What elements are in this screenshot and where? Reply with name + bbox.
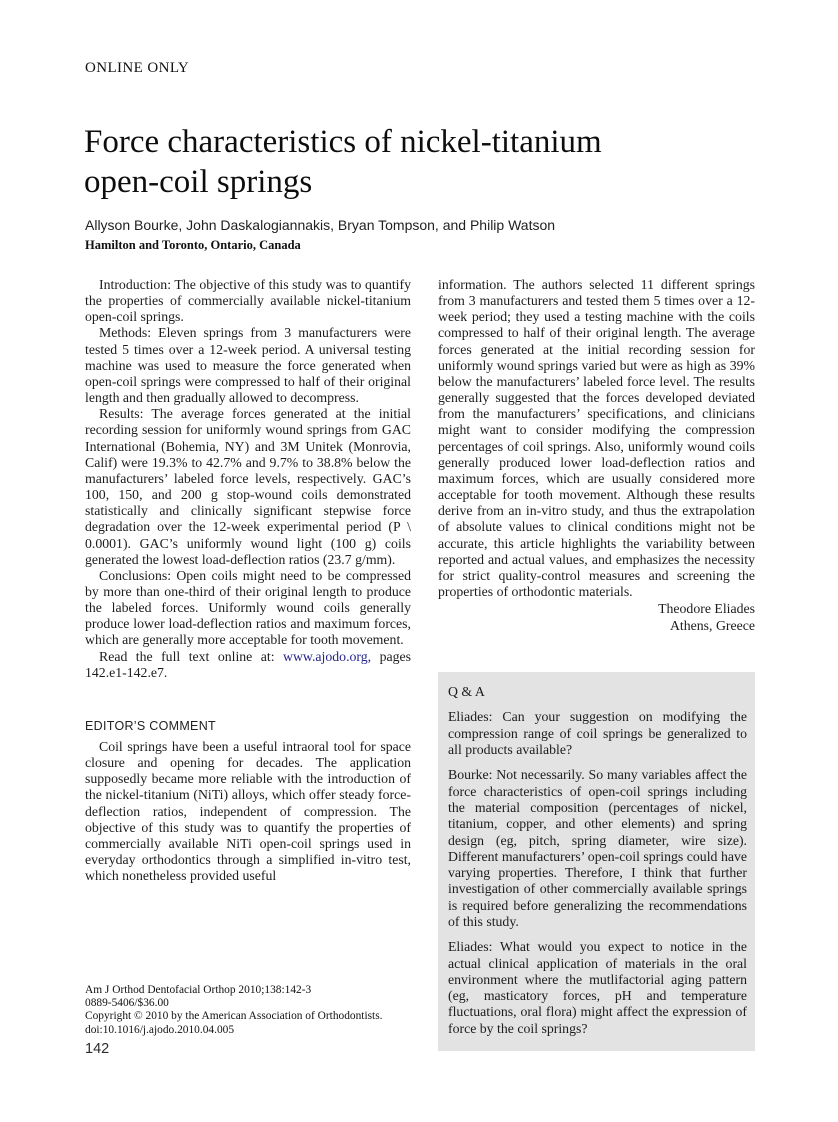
article-title-line-1: Force characteristics of nickel-titanium <box>84 124 602 160</box>
abstract-conclusions: Conclusions: Open coils might need to be compressed by more than one-third of their original length to produce the labeled forces. Uniformly wound coils generally produce lower load-deflection ratios and maximum forces, which are generally more acceptable for tooth movement. <box>85 567 411 648</box>
left-column <box>85 277 411 884</box>
signature-place: Athens, Greece <box>669 617 755 633</box>
two-column-body <box>85 277 755 1051</box>
online-only-kicker: ONLINE ONLY <box>85 60 190 76</box>
article-title <box>84 122 602 202</box>
ajodo-link[interactable]: www.ajodo.org, <box>282 648 372 664</box>
article-footnote <box>85 984 415 1037</box>
editor-comment-paragraph-right: information. The authors selected 11 different springs from 3 manufacturers and tested them 5 times over a 12-week period; they used a testing machine with the coils compressed to half of their original length. The average forces generated at the initial recording session for uniformly wound springs varied but were as high as 39% below the manufacturers’ labeled force level. The results generally suggested that the forces developed deviated from the manufacturers’ specifications, and clinicians might want to consider modifying the compression percentages of coil springs. Also, uniformly wound coils generally produced lower load-deflection ratios and maximum forces, which are usually considered more acceptable for tooth movement. Although these results derive from an in-vitro study, and thus the extrapolation of absolute values to clinical conditions might not be accurate, this article highlights the variability between reported and actual values, and emphasizes the necessity for strict quality-control measures and screening the properties of orthodontic materials. <box>438 277 755 599</box>
editor-comment-heading: EDITOR’S COMMENT <box>85 718 216 733</box>
editor-comment-paragraph-left: Coil springs have been a useful intraoral tool for space closure and opening for decades. The application supposedly became more reliable with the introduction of the nickel-titanium (NiTi) alloys, which offer steady force-deflection ratios, independent of compression. The objective of this study was to quantify the properties of commercially available NiTi open-coil springs used in everyday orthodontics through a simplified in-vitro test, which nonetheless provided useful <box>85 738 411 884</box>
page-number: 142 <box>85 1041 110 1057</box>
qa-box <box>438 672 755 1051</box>
article-title-line-2: open-coil springs <box>84 164 313 200</box>
read-online-note <box>85 649 411 681</box>
abstract-methods: Methods: Eleven springs from 3 manufacturers were tested 5 times over a 12-week period. A universal testing machine was used to measure the force generated when open-coil springs were compressed to half of their original length and then gradually allowed to decompress. <box>85 325 411 406</box>
qa-question-2: Eliades: What would you expect to notice in the actual clinical application of materials in the oral environment where the mutlifactorial aging pattern (eg, masticatory forces, pH and temperature fluctuations, oral flora) might affect the expression of force by the coil springs? <box>448 939 747 1036</box>
editor-signature <box>438 601 755 634</box>
read-online-prefix: Read the full text online at: <box>99 648 283 664</box>
footnote-copyright: Copyright © 2010 by the American Association of Orthodontists. <box>85 1010 383 1023</box>
right-column <box>438 277 755 1051</box>
footnote-citation: Am J Orthod Dentofacial Orthop 2010;138:142-3 <box>85 984 312 996</box>
author-byline: Allyson Bourke, John Daskalogiannakis, Bryan Tompson, and Philip Watson <box>85 217 556 233</box>
signature-name: Theodore Eliades <box>658 601 755 617</box>
author-affiliation: Hamilton and Toronto, Ontario, Canada <box>85 238 301 252</box>
qa-answer-1: Bourke: Not necessarily. So many variables affect the force characteristics of open-coil springs including the material composition (percentages of nickel, titanium, copper, and other elements) and spring design (eg, pitch, spring diameter, wire size). Different manufacturers’ open-coil springs could have varying properties. Therefore, I think that further investigation of other commercially available springs is required before generalizing the recommendations of this study. <box>448 767 747 929</box>
abstract-results: Results: The average forces generated at the initial recording session for uniformly wound springs from GAC International (Bohemia, NY) and 3M Unitek (Monrovia, Calif) were 19.3% to 42.7% and 9.7% to 38.8% below the manufacturers’ labeled force levels, respectively. GAC’s 100, 150, and 200 g stop-wound coils demonstrated statistically and clinically significant stepwise force degradation over the 12-week experimental period (P \ 0.0001). GAC’s uniformly wound light (100 g) coils generated the lowest load-deflection ratios (23.7 g/mm). <box>85 406 411 567</box>
footnote-doi: doi:10.1016/j.ajodo.2010.04.005 <box>85 1023 235 1036</box>
footnote-issn-price: 0889-5406/$36.00 <box>85 997 169 1010</box>
abstract-introduction: Introduction: The objective of this study was to quantify the properties of commercially available nickel-titanium open-coil springs. <box>85 277 411 325</box>
qa-heading: Q & A <box>448 684 485 700</box>
read-online-suffix: pages 142.e1-142.e7. <box>85 648 411 680</box>
qa-question-1: Eliades: Can your suggestion on modifying the compression range of coil springs be generalized to all products available? <box>448 709 747 758</box>
